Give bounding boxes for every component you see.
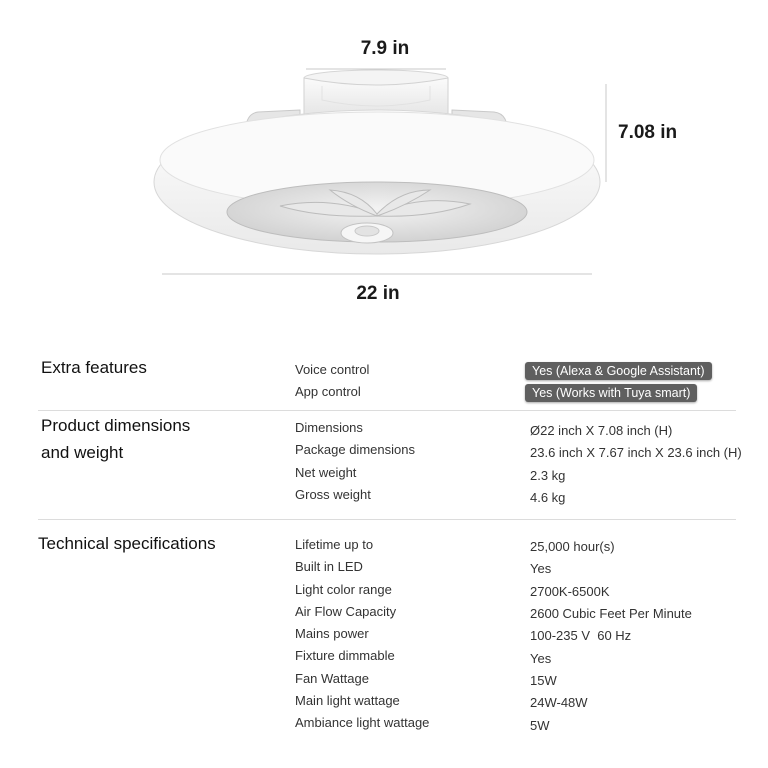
section-title: Extra features — [41, 358, 147, 377]
spec-value: 2.3 kg — [530, 468, 566, 483]
spec-label: Lifetime up to — [295, 537, 374, 552]
spec-label: Net weight — [295, 465, 357, 480]
spec-label: Main light wattage — [295, 693, 400, 708]
spec-value: 5W — [530, 718, 550, 733]
spec-label: Fan Wattage — [295, 671, 369, 686]
spec-value: 2600 Cubic Feet Per Minute — [530, 606, 692, 621]
spec-value: 2700K-6500K — [530, 584, 610, 599]
width-dimension-label: 7.9 in — [360, 38, 410, 59]
spec-value: Yes — [530, 561, 552, 576]
spec-label: Gross weight — [295, 487, 371, 502]
spec-label: Mains power — [295, 626, 369, 641]
status-badge: Yes (Works with Tuya smart) — [525, 384, 697, 402]
divider — [38, 519, 736, 520]
status-badge: Yes (Alexa & Google Assistant) — [525, 362, 712, 380]
spec-value: Ø22 inch X 7.08 inch (H) — [530, 423, 673, 438]
divider — [38, 410, 736, 411]
spec-value: Yes — [530, 651, 552, 666]
section-title-line: and weight — [41, 443, 124, 462]
height-dimension-label: 7.08 in — [618, 122, 678, 143]
spec-value: 15W — [530, 673, 557, 688]
spec-value: 24W-48W — [530, 695, 588, 710]
spec-label: Built in LED — [295, 559, 363, 574]
section-title — [41, 412, 190, 466]
spec-value: 100-235 V 60 Hz — [530, 628, 632, 643]
spec-label: Ambiance light wattage — [295, 715, 430, 730]
spec-label: Package dimensions — [295, 442, 415, 457]
spec-label: Voice control — [295, 362, 370, 377]
diameter-dimension-label: 22 in — [356, 283, 400, 304]
spec-label: Fixture dimmable — [295, 648, 395, 663]
product-figure — [0, 0, 768, 310]
spec-label: App control — [295, 384, 361, 399]
spec-label: Dimensions — [295, 420, 363, 435]
spec-value: 4.6 kg — [530, 490, 566, 505]
spec-value: 25,000 hour(s) — [530, 539, 615, 554]
section-title-line: Product dimensions — [41, 416, 191, 435]
section-title: Technical specifications — [38, 534, 216, 553]
spec-value: 23.6 inch X 7.67 inch X 23.6 inch (H) — [530, 445, 742, 460]
spec-label: Light color range — [295, 582, 392, 597]
spec-label: Air Flow Capacity — [295, 604, 397, 619]
